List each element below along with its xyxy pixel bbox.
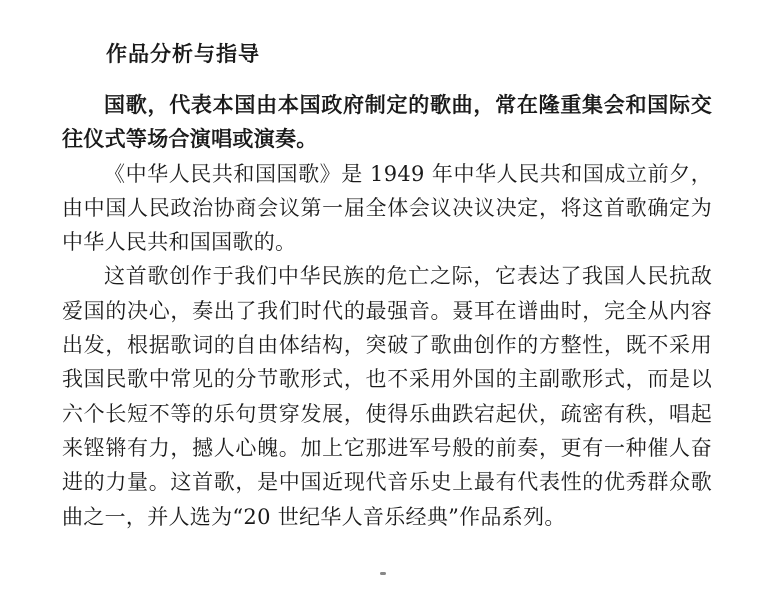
paragraph-analysis: 这首歌创作于我们中华民族的危亡之际，它表达了我国人民抗敌爱国的决心，奏出了我们时代的最强音。聂耳在谱曲时，完全从内容出发，根据歌词的自由体结构，突破了歌曲创作的方整性，既不采用我国民歌中常见的分节歌形式，也不采用外国的主副歌形式，而是以六个长短不等的乐句贯穿发展，使得乐曲跌宕起伏，疏密有秩，唱起来铿锵有力，撼人心魄。加上它那进军号般的前奏，更有一种催人奋进的力量。这首歌，是中国近现代音乐史上最有代表性的优秀群众歌曲之一，并人选为“20 世纪华人音乐经典”作品系列。 <box>62 264 712 529</box>
document-page <box>62 30 712 534</box>
section-heading: 作品分析与指导 <box>106 42 260 66</box>
paragraph-definition: 国歌，代表本国由本国政府制定的歌曲，常在隆重集会和国际交往仪式等场合演唱或演奏。 <box>62 92 712 152</box>
paragraph-history: 《中华人民共和国国歌》是 1949 年中华人民共和国成立前夕，由中国人民政治协商会议第一届全体会议决议决定，将这首歌确定为中华人民共和国国歌的。 <box>62 161 712 255</box>
scan-speck <box>380 572 386 575</box>
